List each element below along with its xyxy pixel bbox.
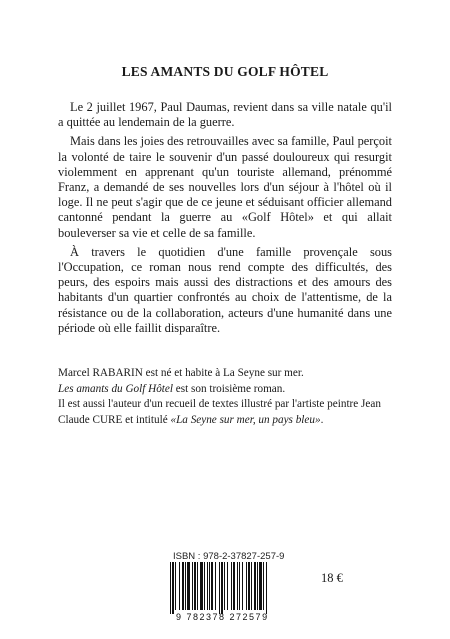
- price: 18 €: [321, 571, 343, 585]
- author-line-3-end: .: [320, 413, 324, 426]
- author-line-2-rest: est son troisième roman.: [172, 382, 286, 395]
- collection-title: «La Seyne sur mer, un pays bleu»: [170, 413, 321, 426]
- author-line-3: [58, 397, 392, 428]
- synopsis-paragraph-3: À travers le quotidien d'une famille provençale sous l'Occupation, ce roman nous rend compte des difficultés, des peurs, des espoirs mais aussi des distractions et des amours des habitants d'un quartier confrontés au choix de l'attentisme, de la résistance ou de la collaboration, acteurs d'une humanité dans une période où elle faillit disparaître.: [58, 244, 392, 335]
- author-line-2: [58, 382, 392, 398]
- barcode-bars: [168, 562, 302, 614]
- barcode-digits: 9 782378 272579: [176, 612, 269, 622]
- author-line-3-text: Il est aussi l'auteur d'un recueil de textes illustré par l'artiste peintre Jean Claude CURE et intitulé: [58, 398, 381, 426]
- synopsis: [58, 100, 392, 340]
- barcode: [168, 562, 302, 614]
- isbn-label: ISBN : 978-2-37827-257-9: [173, 551, 285, 562]
- author-line-1: Marcel RABARIN est né et habite à La Seyne sur mer.: [58, 367, 304, 379]
- synopsis-paragraph-1: Le 2 juillet 1967, Paul Daumas, revient dans sa ville natale qu'il a quittée au lendemain de la guerre.: [58, 100, 392, 130]
- synopsis-paragraph-2: Mais dans les joies des retrouvailles avec sa famille, Paul perçoit la volonté de taire le souvenir d'un passé douloureux qui resurgit violemment en apprenant qu'un touriste allemand, prénommé Franz, a demandé de ses nouvelles lors d'un séjour à l'hôtel où il loge. Il ne peut s'agir que de ce jeune et séduisant officier allemand cantonné pendant la guerre au «Golf Hôtel» et qui allait bouleverser sa vie et celle de sa famille.: [58, 134, 392, 240]
- author-bio: [58, 366, 392, 428]
- novel-title: Les amants du Golf Hôtel: [58, 382, 173, 395]
- book-title: LES AMANTS DU GOLF HÔTEL: [121, 64, 329, 79]
